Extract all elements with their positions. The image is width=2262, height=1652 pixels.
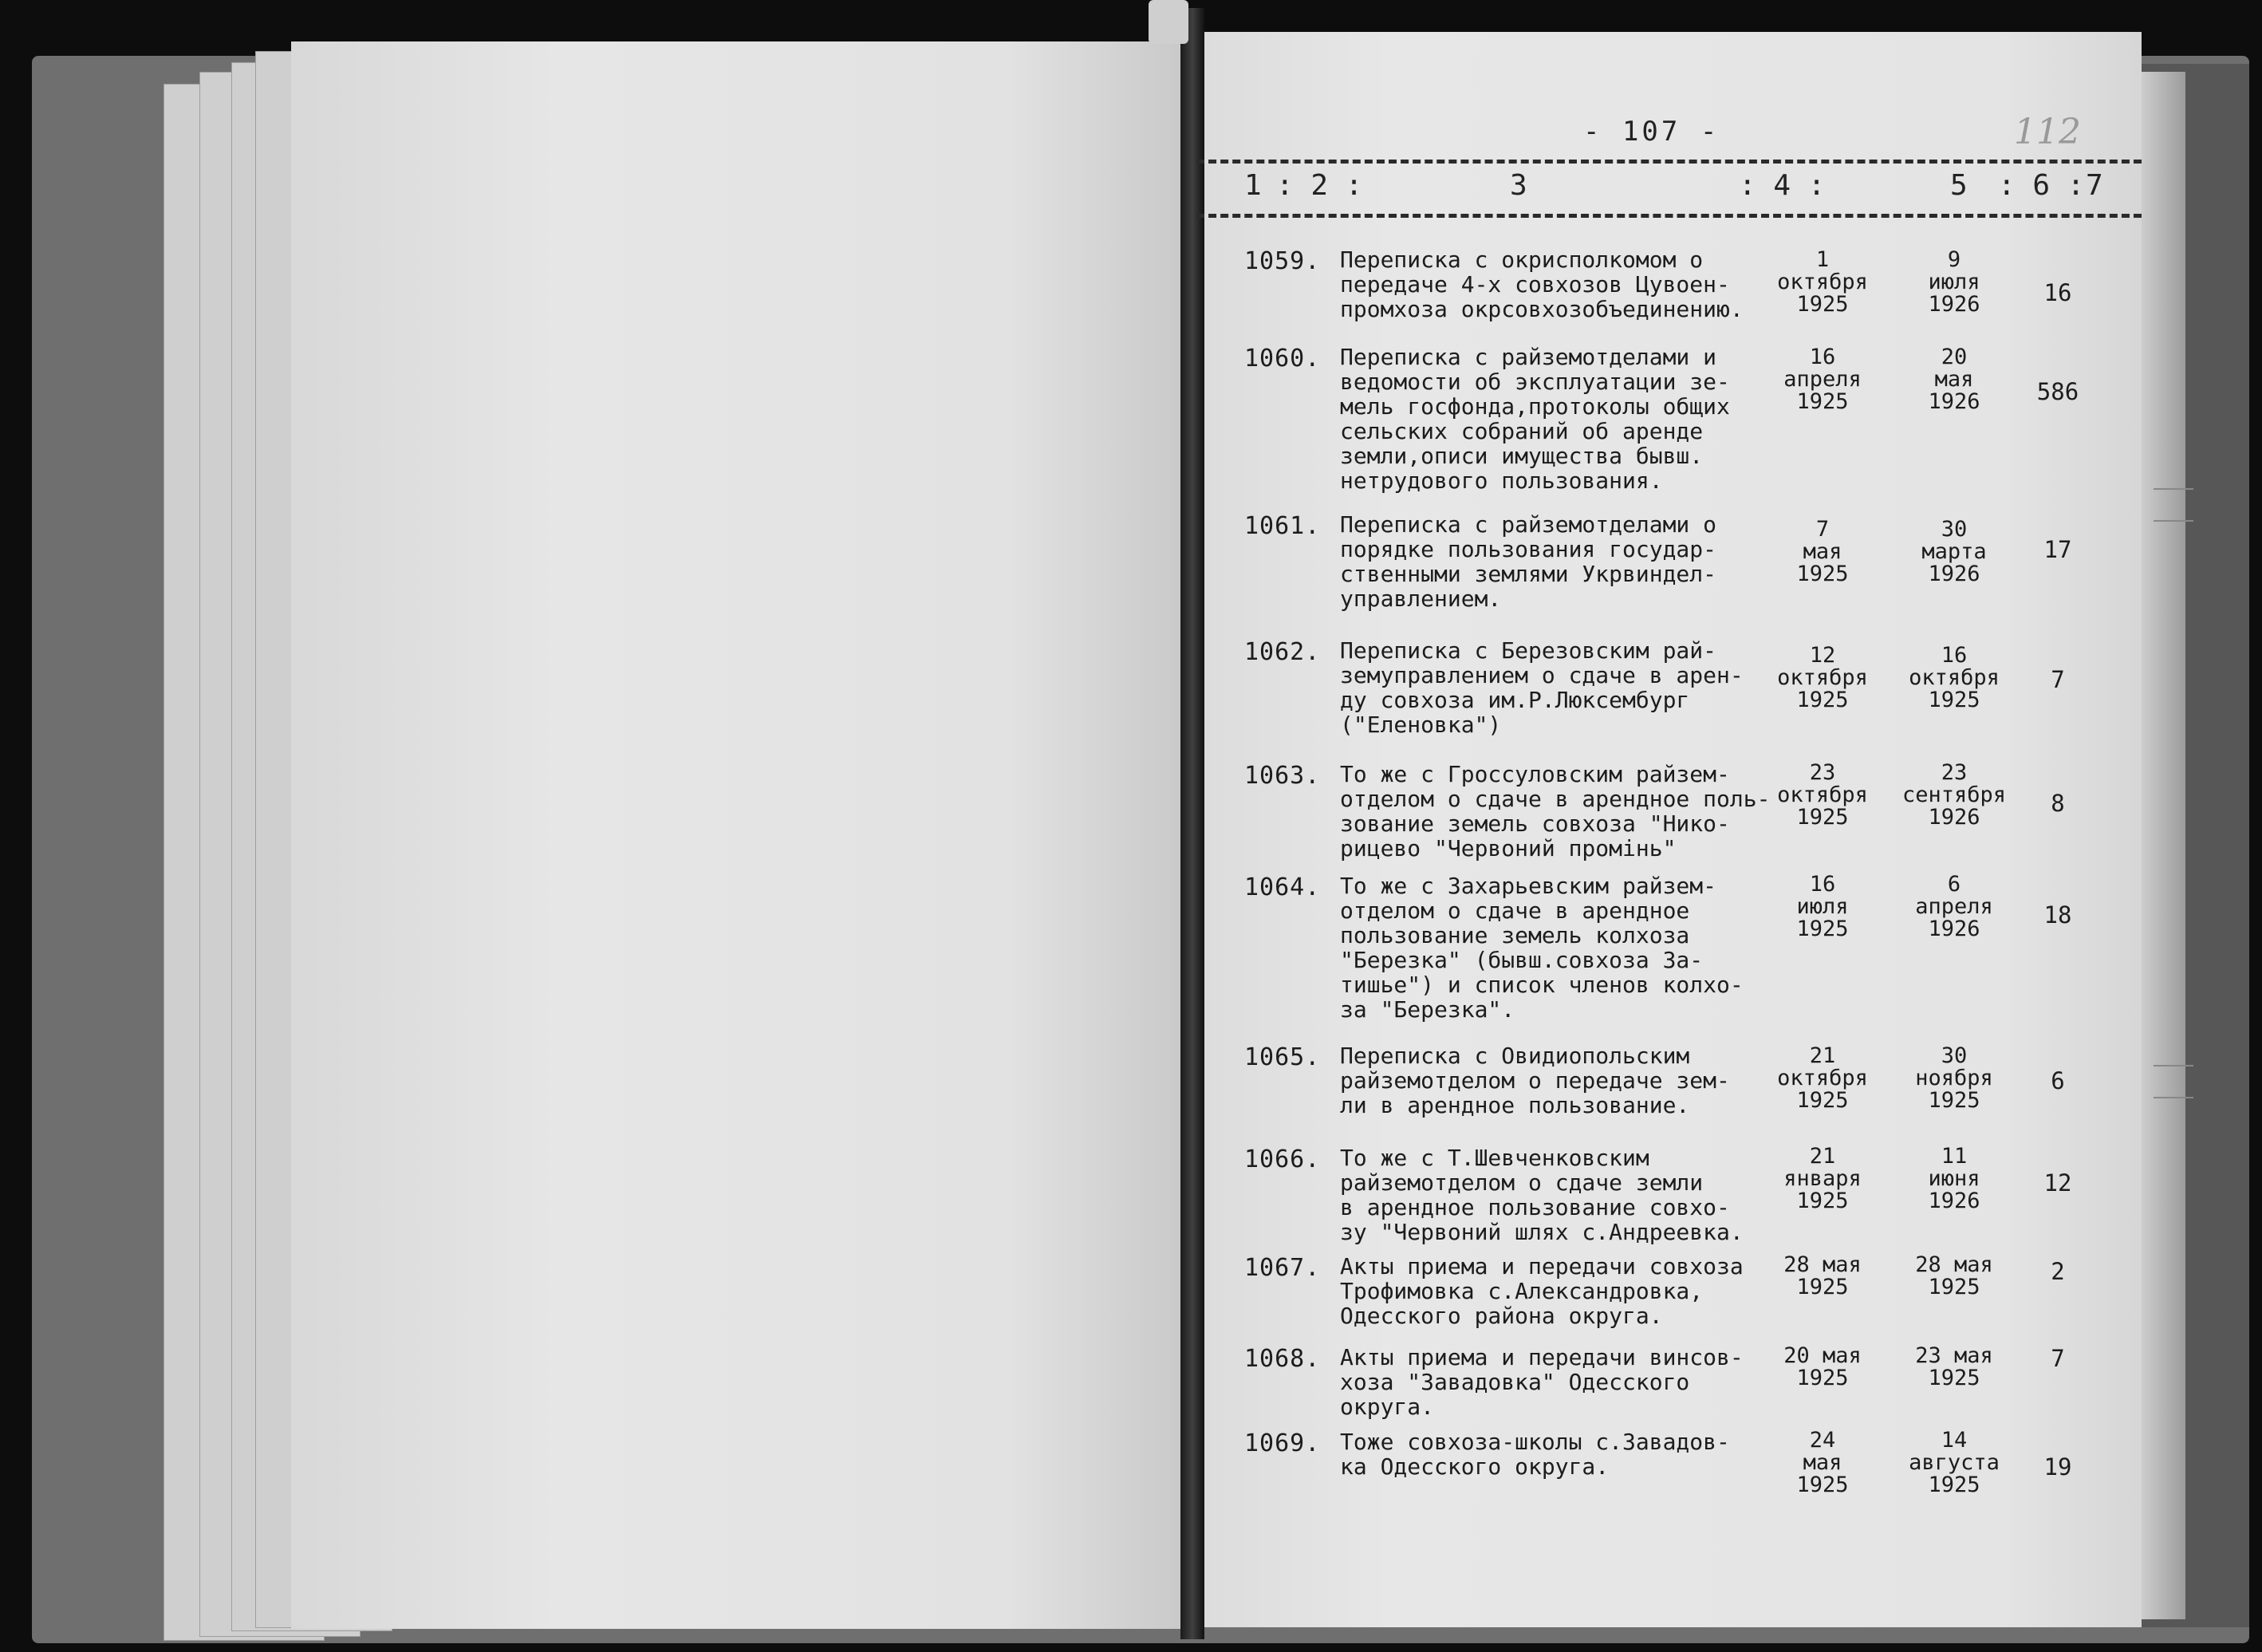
sheet-count: 12 bbox=[2043, 1169, 2072, 1197]
sheet-count: 7 bbox=[2051, 666, 2065, 693]
date-line: 1 bbox=[1815, 247, 1830, 272]
date-line: июля bbox=[1928, 270, 1980, 294]
col-header-6: : 6 : bbox=[1998, 169, 2085, 202]
date-line: июля bbox=[1796, 894, 1849, 919]
case-title-line: управлением. bbox=[1340, 585, 1502, 612]
date-line: 1925 bbox=[1928, 1366, 1980, 1390]
date-line: октября bbox=[1777, 270, 1868, 294]
date-line: 6 bbox=[1947, 872, 1961, 897]
date-line: 11 bbox=[1941, 1144, 1968, 1169]
end-date bbox=[1894, 873, 2014, 940]
case-number: 1063. bbox=[1244, 762, 1321, 790]
case-title-line: Трофимовка с.Александровка, bbox=[1340, 1278, 1704, 1304]
end-date bbox=[1894, 1254, 2014, 1299]
date-line: 1926 bbox=[1928, 917, 1980, 941]
date-line: 1925 bbox=[1796, 1088, 1849, 1113]
case-title-line: Переписка с райземотделами о bbox=[1340, 511, 1717, 538]
date-line: мая bbox=[1803, 1450, 1842, 1475]
date-line: 1926 bbox=[1928, 1189, 1980, 1213]
date-line: сентября bbox=[1901, 783, 2007, 807]
case-title-line: Переписка с райземотделами и bbox=[1340, 344, 1717, 370]
case-title-line: Переписка с Овидиопольским bbox=[1340, 1043, 1690, 1069]
case-title-line: ка Одесского округа. bbox=[1340, 1453, 1610, 1480]
case-title-line: Акты приема и передачи винсов- bbox=[1340, 1344, 1744, 1370]
date-line: 1925 bbox=[1796, 1473, 1849, 1497]
case-title bbox=[1340, 873, 1771, 1022]
col-header-5: 5 bbox=[1950, 169, 1968, 202]
date-line: 16 bbox=[1809, 872, 1836, 897]
date-line: октября bbox=[1909, 665, 2000, 690]
start-date bbox=[1763, 1429, 1882, 1496]
date-line: 16 bbox=[1809, 345, 1836, 369]
date-line: октября bbox=[1777, 665, 1868, 690]
case-title-line: "Березка" (бывш.совхоза За- bbox=[1340, 947, 1704, 973]
case-number: 1067. bbox=[1244, 1254, 1321, 1282]
date-line: 16 bbox=[1941, 643, 1968, 668]
case-number: 1066. bbox=[1244, 1145, 1321, 1173]
sheet-count: 7 bbox=[2051, 1345, 2065, 1372]
case-title-line: Одесского района округа. bbox=[1340, 1303, 1663, 1329]
case-title bbox=[1340, 1043, 1771, 1118]
date-line: 1925 bbox=[1796, 1189, 1849, 1213]
end-date bbox=[1894, 1345, 2014, 1390]
case-title-line: хоза "Завадовка" Одесского bbox=[1340, 1369, 1690, 1395]
date-line: 1926 bbox=[1928, 292, 1980, 317]
left-page-blank bbox=[291, 41, 1184, 1629]
date-line: 1925 bbox=[1796, 688, 1849, 712]
case-number: 1065. bbox=[1244, 1043, 1321, 1071]
archive-sheet-number: 112 bbox=[2014, 112, 2081, 152]
case-number: 1060. bbox=[1244, 345, 1321, 373]
case-title bbox=[1340, 247, 1771, 321]
end-date bbox=[1894, 1045, 2014, 1112]
date-line: 1926 bbox=[1928, 389, 1980, 414]
sheet-count: 6 bbox=[2051, 1067, 2065, 1094]
case-title bbox=[1340, 638, 1771, 737]
date-line: 1925 bbox=[1796, 805, 1849, 830]
date-line: 1925 bbox=[1928, 1088, 1980, 1113]
end-date bbox=[1894, 249, 2014, 316]
date-line: апреля bbox=[1783, 367, 1862, 392]
sheet-count: 19 bbox=[2043, 1453, 2072, 1480]
start-date bbox=[1763, 249, 1882, 316]
date-line: 24 bbox=[1809, 1428, 1836, 1453]
case-title-line: ли в арендное пользование. bbox=[1340, 1092, 1690, 1118]
case-title-line: ("Еленовка") bbox=[1340, 712, 1502, 738]
date-line: января bbox=[1783, 1166, 1862, 1191]
date-line: 9 bbox=[1947, 247, 1961, 272]
date-line: 1925 bbox=[1796, 389, 1849, 414]
start-date bbox=[1763, 1345, 1882, 1390]
date-line: 12 bbox=[1809, 643, 1836, 668]
case-title-line: порядке пользования государ- bbox=[1340, 536, 1717, 562]
date-line: ноября bbox=[1915, 1066, 1993, 1090]
date-line: 23 bbox=[1941, 760, 1968, 785]
start-date bbox=[1763, 518, 1882, 585]
case-title-line: Тоже совхоза-школы с.Завадов- bbox=[1340, 1429, 1730, 1455]
date-line: марта bbox=[1921, 539, 1987, 564]
edge-mark bbox=[2154, 520, 2193, 522]
date-line: августа bbox=[1909, 1450, 2000, 1475]
date-line: 1925 bbox=[1796, 1275, 1849, 1299]
date-line: 30 bbox=[1941, 517, 1968, 542]
date-line: 21 bbox=[1809, 1144, 1836, 1169]
book-gutter bbox=[1180, 8, 1204, 1639]
date-line: 20 мая bbox=[1783, 1343, 1862, 1368]
date-line: 1925 bbox=[1796, 917, 1849, 941]
case-title-line: То же с Захарьевским райзем- bbox=[1340, 873, 1717, 899]
case-title-line: округа. bbox=[1340, 1394, 1435, 1420]
edge-mark bbox=[2154, 1097, 2193, 1098]
end-date bbox=[1894, 1145, 2014, 1212]
case-title-line: Переписка с окрисполкомом о bbox=[1340, 246, 1704, 273]
col-header-7: 7 bbox=[2086, 169, 2103, 202]
date-line: 1925 bbox=[1796, 562, 1849, 586]
end-date bbox=[1894, 1429, 2014, 1496]
end-date bbox=[1894, 518, 2014, 585]
date-line: 14 bbox=[1941, 1428, 1968, 1453]
date-line: 21 bbox=[1809, 1043, 1836, 1068]
date-line: мая bbox=[1934, 367, 1974, 392]
date-line: мая bbox=[1803, 539, 1842, 564]
date-line: 30 bbox=[1941, 1043, 1968, 1068]
case-title-line: ведомости об эксплуатации зе- bbox=[1340, 369, 1730, 395]
date-line: 20 bbox=[1941, 345, 1968, 369]
start-date bbox=[1763, 645, 1882, 712]
date-line: 1926 bbox=[1928, 805, 1980, 830]
sheet-count: 586 bbox=[2036, 378, 2079, 405]
case-number: 1061. bbox=[1244, 512, 1321, 540]
case-number: 1068. bbox=[1244, 1345, 1321, 1373]
col-header-4: : 4 : bbox=[1739, 169, 1826, 202]
date-line: 23 мая bbox=[1915, 1343, 1993, 1368]
case-title bbox=[1340, 1254, 1771, 1328]
start-date bbox=[1763, 1045, 1882, 1112]
case-title-line: Акты приема и передачи совхоза bbox=[1340, 1253, 1744, 1279]
case-title-line: рицево "Червоний промінь" bbox=[1340, 835, 1677, 861]
sheet-count: 8 bbox=[2051, 790, 2065, 817]
header-rule-top bbox=[1196, 160, 2142, 164]
date-line: октября bbox=[1777, 783, 1868, 807]
date-line: 7 bbox=[1815, 517, 1830, 542]
header-rule-bottom bbox=[1196, 214, 2142, 218]
sheet-count: 18 bbox=[2043, 901, 2072, 929]
case-title-line: пользование земель колхоза bbox=[1340, 922, 1690, 948]
start-date bbox=[1763, 1145, 1882, 1212]
case-title-line: мель госфонда,протоколы общих bbox=[1340, 393, 1730, 420]
edge-mark bbox=[2154, 1065, 2193, 1067]
date-line: 1925 bbox=[1796, 1366, 1849, 1390]
end-date bbox=[1894, 645, 2014, 712]
case-title-line: нетрудового пользования. bbox=[1340, 467, 1663, 494]
case-title-line: тишье") и список членов колхо- bbox=[1340, 972, 1744, 998]
date-line: апреля bbox=[1915, 894, 1993, 919]
end-date bbox=[1894, 762, 2014, 829]
col-header-1: 1 bbox=[1244, 169, 1262, 202]
case-title-line: зование земель совхоза "Нико- bbox=[1340, 810, 1730, 837]
case-title-line: То же с Т.Шевченковским bbox=[1340, 1145, 1649, 1171]
case-title-line: сельских собраний об аренде bbox=[1340, 418, 1704, 444]
case-title bbox=[1340, 762, 1771, 861]
case-title-line: в арендное пользование совхо- bbox=[1340, 1194, 1730, 1220]
case-title-line: отделом о сдаче в арендное bbox=[1340, 897, 1690, 924]
col-header-2: : 2 : bbox=[1276, 169, 1363, 202]
date-line: 28 мая bbox=[1783, 1252, 1862, 1277]
case-title-line: отделом о сдаче в арендное поль- bbox=[1340, 786, 1771, 812]
case-number: 1064. bbox=[1244, 873, 1321, 901]
case-number: 1069. bbox=[1244, 1429, 1321, 1457]
date-line: 1926 bbox=[1928, 562, 1980, 586]
start-date bbox=[1763, 1254, 1882, 1299]
case-title bbox=[1340, 1145, 1771, 1244]
binding-clip bbox=[1149, 0, 1188, 44]
case-title-line: райземотделом о сдаче земли bbox=[1340, 1169, 1704, 1196]
start-date bbox=[1763, 346, 1882, 413]
case-title bbox=[1340, 1345, 1771, 1419]
date-line: 1925 bbox=[1796, 292, 1849, 317]
case-title-line: ду совхоза им.Р.Люксембург bbox=[1340, 687, 1690, 713]
case-title-line: То же с Гроссуловским райзем- bbox=[1340, 761, 1730, 787]
case-title bbox=[1340, 512, 1771, 611]
date-line: 28 мая bbox=[1915, 1252, 1993, 1277]
date-line: 1925 bbox=[1928, 1473, 1980, 1497]
sheet-count: 17 bbox=[2043, 536, 2072, 563]
right-page-edges bbox=[2142, 72, 2185, 1619]
page-number: - 107 - bbox=[1583, 116, 1720, 148]
date-line: 1925 bbox=[1928, 1275, 1980, 1299]
case-title-line: райземотделом о передаче зем- bbox=[1340, 1067, 1730, 1094]
case-title-line: за "Березка". bbox=[1340, 996, 1515, 1023]
sheet-count: 16 bbox=[2043, 279, 2072, 306]
start-date bbox=[1763, 762, 1882, 829]
date-line: октября bbox=[1777, 1066, 1868, 1090]
case-title-line: передаче 4-х совхозов Цувоен- bbox=[1340, 271, 1730, 298]
case-title bbox=[1340, 345, 1771, 493]
case-number: 1059. bbox=[1244, 247, 1321, 275]
col-header-3: 3 bbox=[1510, 169, 1527, 202]
case-title-line: ственными землями Укрвиндел- bbox=[1340, 561, 1717, 587]
sheet-count: 2 bbox=[2051, 1258, 2065, 1285]
case-title bbox=[1340, 1429, 1771, 1479]
case-title-line: Переписка с Березовским рай- bbox=[1340, 637, 1717, 664]
date-line: 23 bbox=[1809, 760, 1836, 785]
case-title-line: промхоза окрсовхозобъединению. bbox=[1340, 296, 1744, 322]
date-line: июня bbox=[1928, 1166, 1980, 1191]
case-title-line: зу "Червоний шлях с.Андреевка. bbox=[1340, 1219, 1744, 1245]
date-line: 1925 bbox=[1928, 688, 1980, 712]
start-date bbox=[1763, 873, 1882, 940]
case-title-line: земуправлением о сдаче в арен- bbox=[1340, 662, 1744, 688]
end-date bbox=[1894, 346, 2014, 413]
case-title-line: земли,описи имущества бывш. bbox=[1340, 443, 1704, 469]
case-number: 1062. bbox=[1244, 638, 1321, 666]
edge-mark bbox=[2154, 488, 2193, 490]
